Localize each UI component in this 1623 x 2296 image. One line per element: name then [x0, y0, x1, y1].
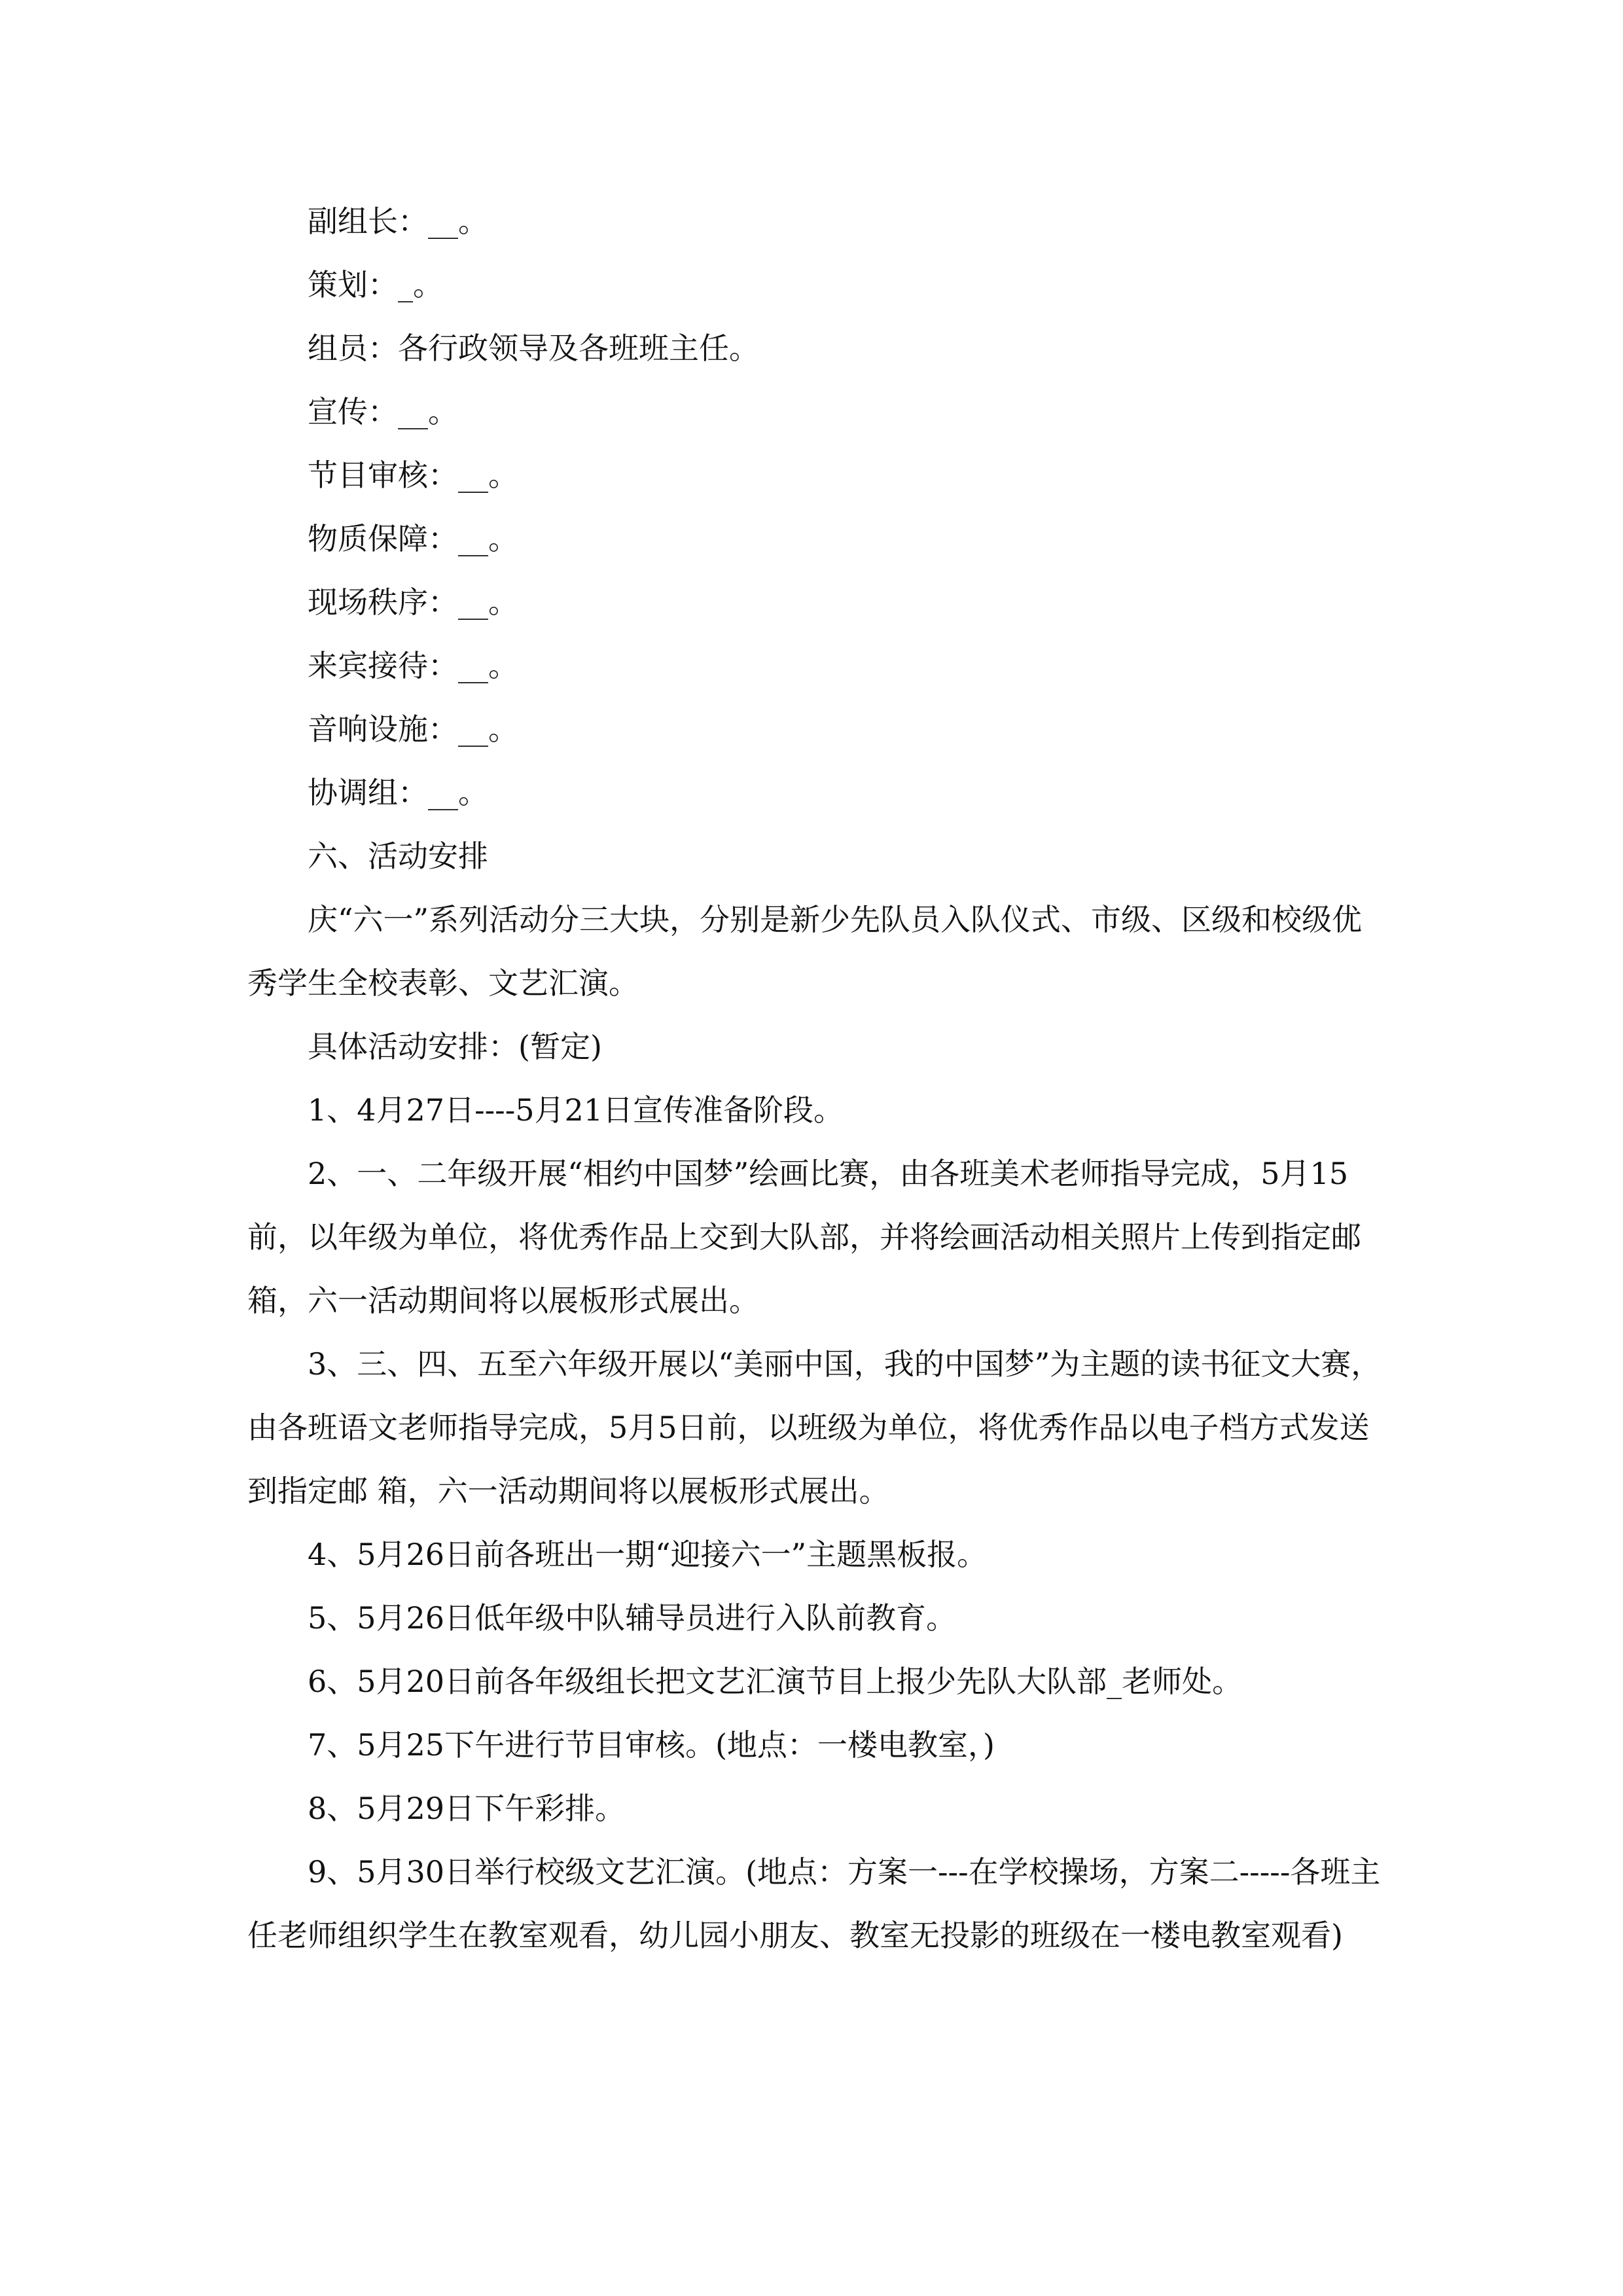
- document-body: [247, 190, 1387, 1967]
- staff-line-program-review: 节目审核：__。: [308, 457, 518, 493]
- schedule-item-2: 2、一、二年级开展“相约中国梦”绘画比赛，由各班美术老师指导完成，5月15前，以年级为单位，将优秀作品上交到大队部，并将绘画活动相关照片上传到指定邮 箱，六一活动期间将以展板形式展出。: [247, 1156, 1361, 1318]
- schedule-item-9: 9、5月30日举行校级文艺汇演。(地点：方案一---在学校操场，方案二-----各班主任老师组织学生在教室观看，幼儿园小朋友、教室无投影的班级在一楼电教室观看): [247, 1854, 1381, 1953]
- schedule-item-4: 4、5月26日前各班出一期“迎接六一”主题黑板报。: [308, 1537, 988, 1572]
- schedule-item-8: 8、5月29日下午彩排。: [308, 1791, 626, 1826]
- intro-paragraph: 庆“六一”系列活动分三大块，分别是新少先队员入队仪式、市级、区级和校级优秀学生全校表彰、文艺汇演。: [247, 902, 1363, 1001]
- staff-line-coordination: 协调组：__。: [308, 775, 488, 810]
- staff-line-audio: 音响设施：__。: [308, 711, 518, 747]
- schedule-item-3: 3、三、四、五至六年级开展以“美丽中国，我的中国梦”为主题的读书征文大赛，由各班语文老师指导完成，5月5日前，以班级为单位，将优秀作品以电子档方式发送到指定邮 箱，六一活动期间将以展板形式展出。: [247, 1346, 1382, 1509]
- staff-line-supplies: 物质保障：__。: [308, 521, 518, 556]
- staff-line-deputy-leader: 副组长：__。: [308, 204, 488, 239]
- schedule-item-1: 1、4月27日----5月21日宣传准备阶段。: [308, 1092, 844, 1128]
- schedule-item-6: 6、5月20日前各年级组长把文艺汇演节目上报少先队大队部_老师处。: [308, 1664, 1243, 1699]
- staff-line-site-order: 现场秩序：__。: [308, 584, 518, 620]
- schedule-item-7: 7、5月25下午进行节目审核。(地点：一楼电教室，): [308, 1727, 995, 1763]
- staff-line-reception: 来宾接待：__。: [308, 648, 518, 683]
- staff-line-members: 组员：各行政领导及各班班主任。: [308, 331, 759, 366]
- staff-line-planning: 策划：_。: [308, 267, 443, 302]
- staff-line-publicity: 宣传：__。: [308, 394, 458, 429]
- section-heading: 六、活动安排: [308, 838, 488, 874]
- schedule-heading: 具体活动安排：(暂定): [308, 1029, 602, 1064]
- schedule-item-5: 5、5月26日低年级中队辅导员进行入队前教育。: [308, 1600, 957, 1636]
